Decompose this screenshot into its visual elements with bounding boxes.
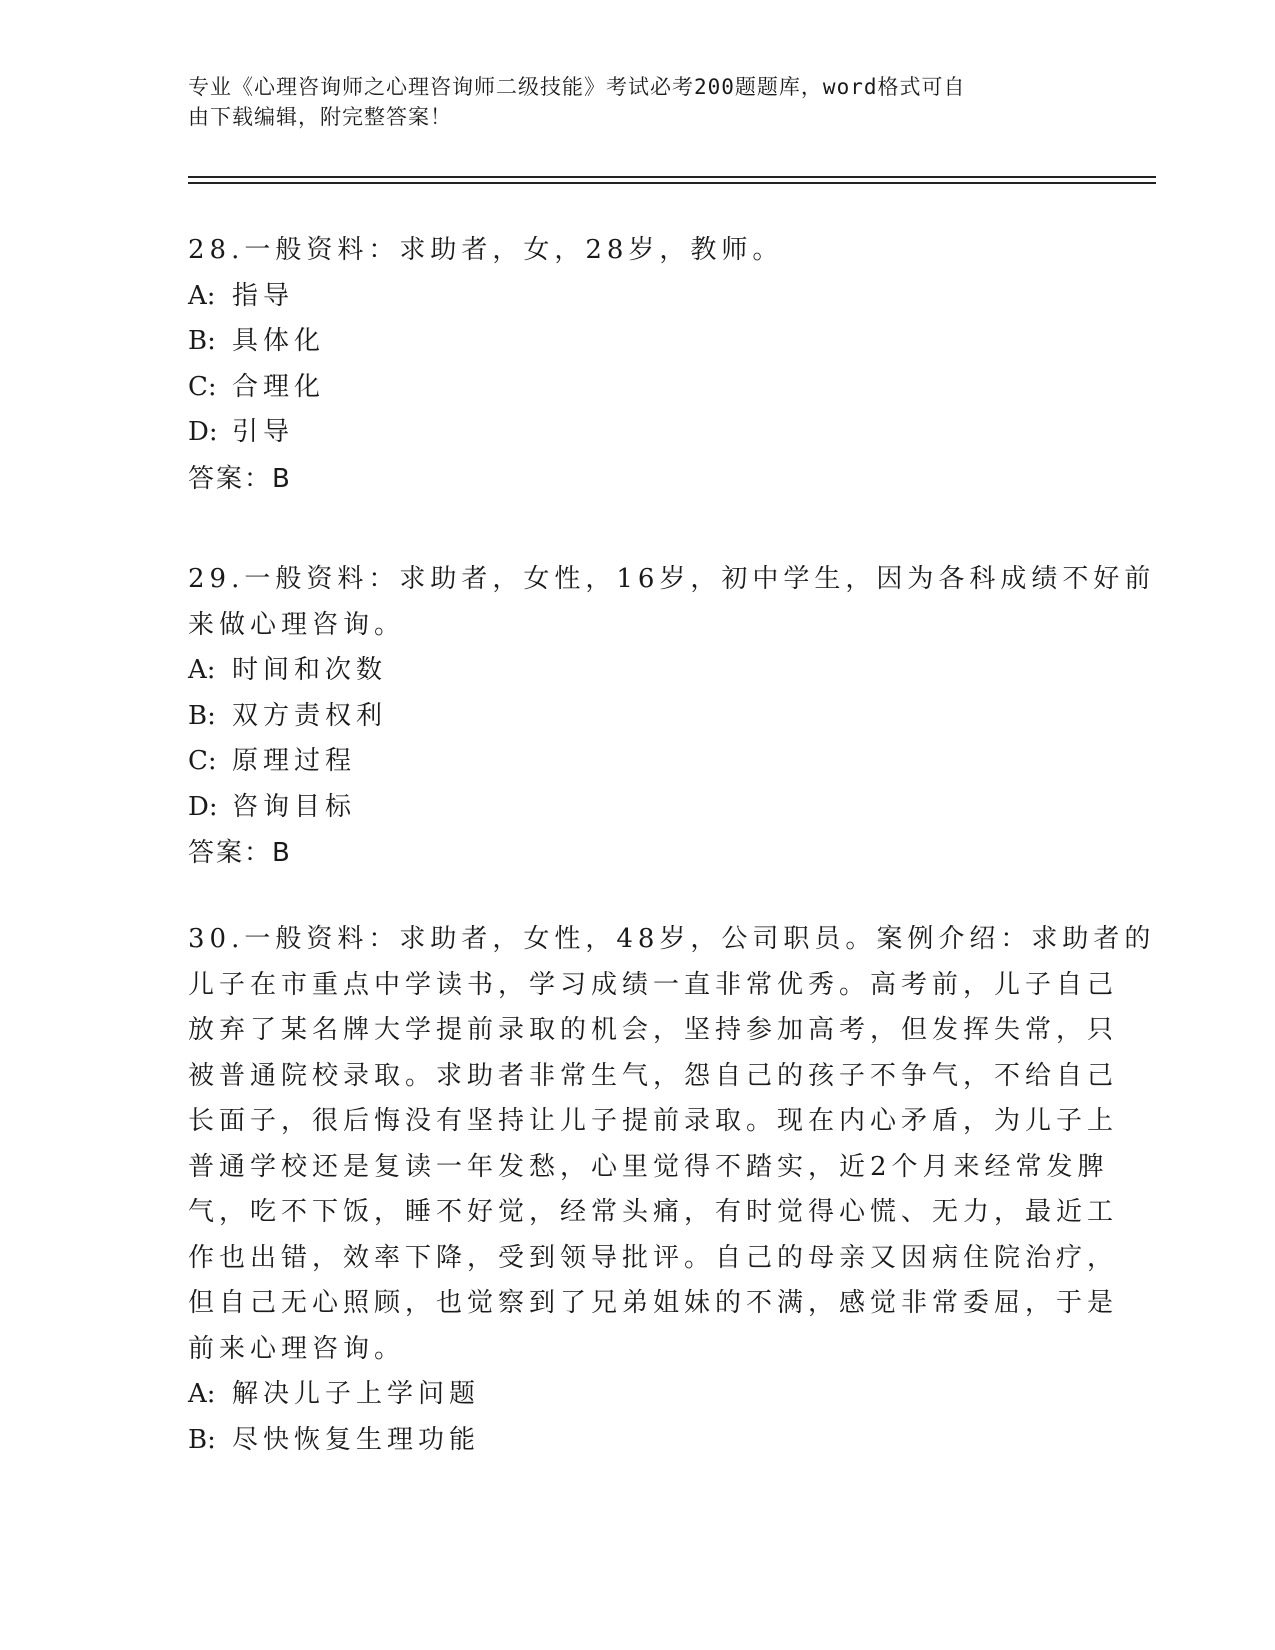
question-29 — [188, 557, 1156, 876]
option-key: C: — [188, 746, 217, 776]
stem-line: 长面子，很后悔没有坚持让儿子提前录取。现在内心矛盾，为儿子上 — [188, 1106, 1119, 1136]
stem-line: 放弃了某名牌大学提前录取的机会，坚持参加高考，但发挥失常，只 — [188, 1015, 1119, 1045]
option-a — [188, 1372, 1088, 1418]
option-a — [188, 274, 1088, 320]
option-key: B: — [188, 1424, 216, 1455]
option-text: 双方责权利 — [232, 700, 388, 731]
option-b — [188, 319, 1088, 365]
stem-line: 前来心理咨询。 — [188, 1333, 406, 1364]
answer-line: 答案：B — [188, 838, 292, 868]
option-d — [188, 785, 1088, 831]
option-c — [188, 739, 1088, 785]
answer-line: 答案：B — [188, 463, 292, 494]
stem-line: 来做心理咨询。 — [188, 609, 406, 640]
stem-line: 30.一般资料：求助者，女性，48岁，公司职员。案例介绍：求助者的 — [188, 924, 1156, 954]
question-28 — [188, 228, 1088, 502]
header-line: 由下载编辑，附完整答案！ — [188, 105, 452, 129]
stem-line: 气，吃不下饭，睡不好觉，经常头痛，有时觉得心慌、无力，最近工 — [188, 1197, 1119, 1227]
option-text: 具体化 — [232, 326, 326, 356]
option-key: A: — [188, 280, 216, 311]
option-text: 咨询目标 — [232, 791, 357, 822]
option-a — [188, 648, 1088, 694]
document-header — [188, 72, 1088, 132]
option-key: A: — [188, 655, 216, 685]
option-text: 引导 — [232, 417, 295, 447]
stem-line: 被普通院校录取。求助者非常生气，怨自己的孩子不争气，不给自己 — [188, 1060, 1119, 1091]
option-key: D: — [188, 791, 218, 822]
header-divider-bottom — [188, 182, 1156, 184]
option-key: C: — [188, 371, 217, 402]
stem-line: 但自己无心照顾，也觉察到了兄弟姐妹的不满，感觉非常委屈，于是 — [188, 1288, 1119, 1318]
option-b — [188, 1418, 1088, 1464]
option-key: B: — [188, 700, 216, 731]
option-d — [188, 410, 1088, 456]
header-line: 专业《心理咨询师之心理咨询师二级技能》考试必考200题题库，word格式可自 — [188, 75, 966, 99]
header-divider-top — [188, 176, 1156, 178]
stem-line: 28.一般资料：求助者，女，28岁，教师。 — [188, 235, 784, 265]
option-text: 指导 — [232, 280, 295, 311]
question-stem — [188, 228, 1088, 274]
stem-line: 普通学校还是复读一年发愁，心里觉得不踏实，近2个月来经常发脾 — [188, 1151, 1109, 1182]
option-text: 时间和次数 — [232, 655, 388, 685]
option-text: 尽快恢复生理功能 — [232, 1424, 481, 1455]
stem-line: 29.一般资料：求助者，女性，16岁，初中学生，因为各科成绩不好前 — [188, 564, 1156, 594]
option-text: 解决儿子上学问题 — [232, 1379, 481, 1409]
stem-line: 作也出错，效率下降，受到领导批评。自己的母亲又因病住院治疗， — [188, 1242, 1119, 1273]
stem-line: 儿子在市重点中学读书，学习成绩一直非常优秀。高考前，儿子自己 — [188, 969, 1119, 1000]
option-text: 原理过程 — [232, 746, 357, 776]
option-key: B: — [188, 326, 216, 356]
question-stem — [188, 917, 1156, 1372]
option-key: D: — [188, 417, 218, 447]
option-text: 合理化 — [232, 371, 326, 402]
question-stem — [188, 557, 1156, 648]
option-key: A: — [188, 1379, 216, 1409]
option-c — [188, 365, 1088, 411]
question-30 — [188, 917, 1156, 1463]
option-b — [188, 694, 1088, 740]
